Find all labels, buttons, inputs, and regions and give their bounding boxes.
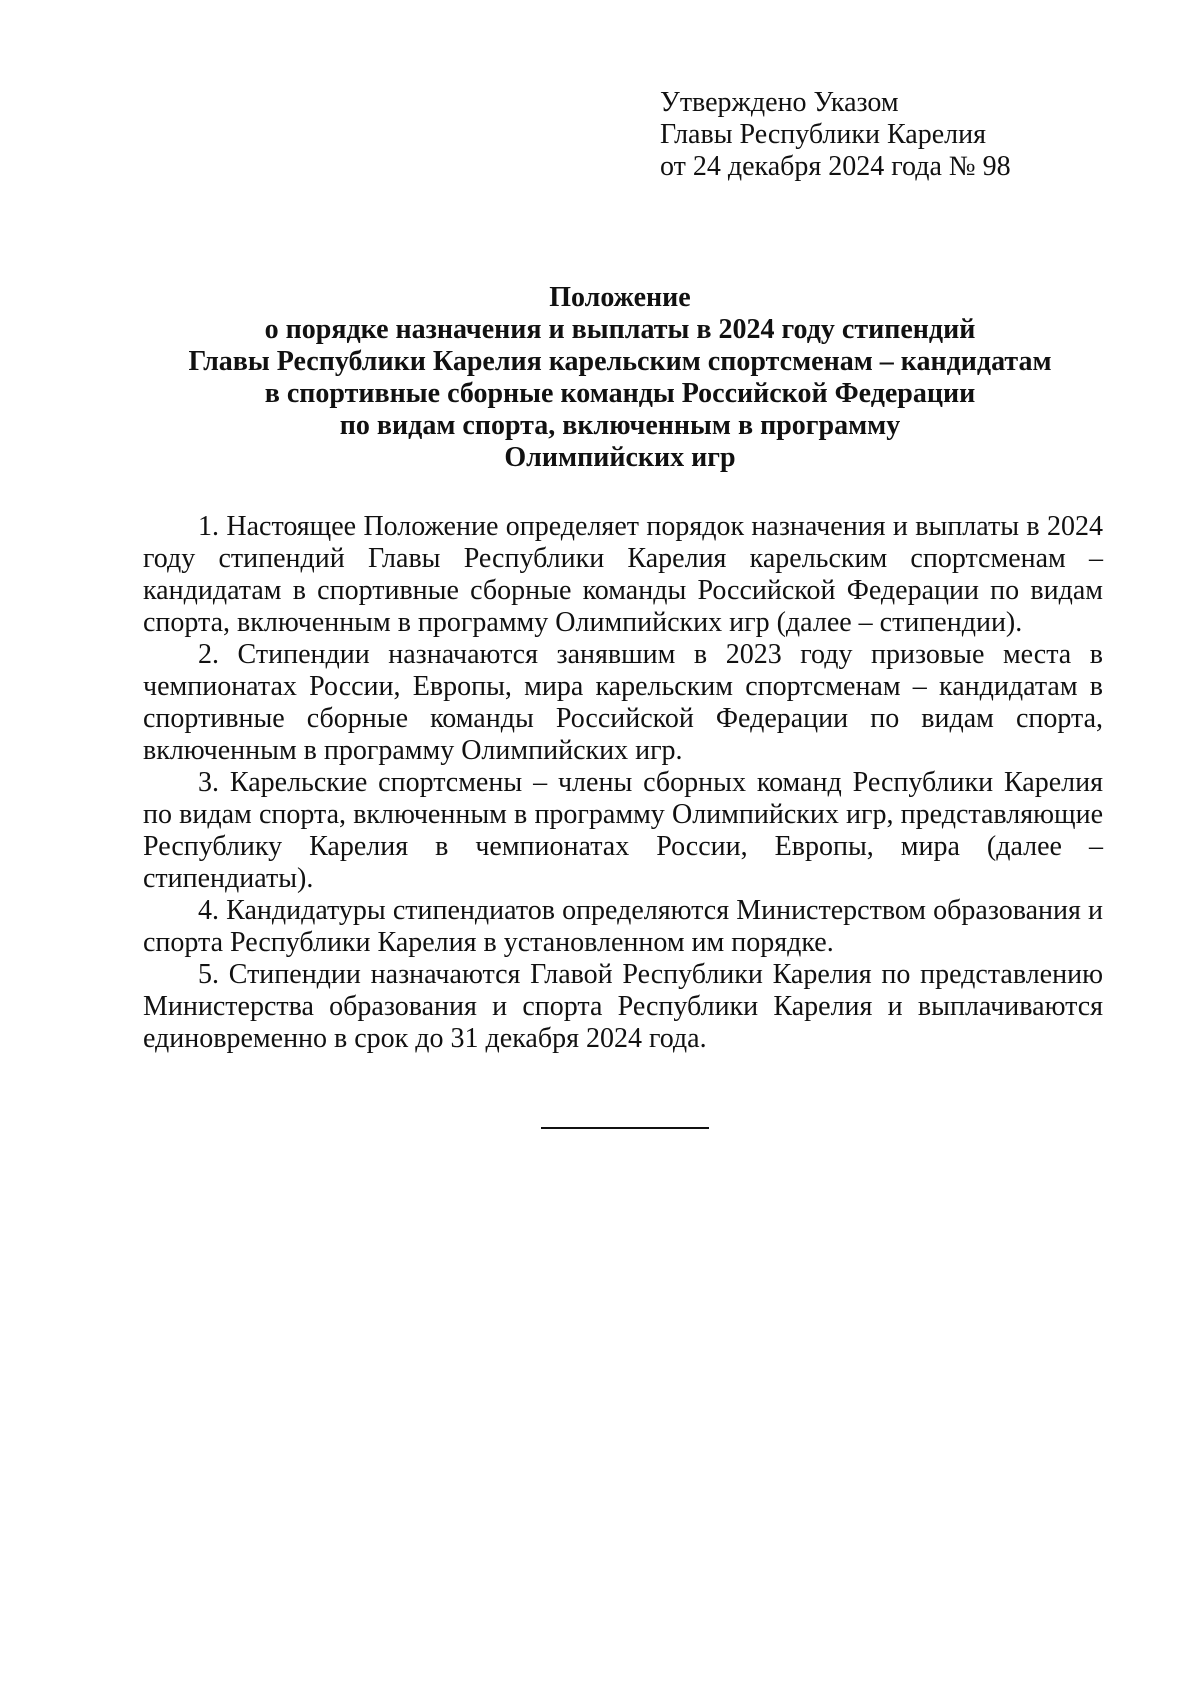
paragraph-3: 3. Карельские спортсмены – члены сборных команд Республики Карелия по видам спорта, включенным в программу Олимпийских игр, представляющие Республику Карелия в чемпионатах России, Европы, мира (далее – стипендиаты). [143, 767, 1103, 894]
paragraph-2: 2. Стипендии назначаются занявшим в 2023 году призовые места в чемпионатах России, Европы, мира карельским спортсменам – кандидатам в спортивные сборные команды Российской Федерации по видам спорта, включенным в программу Олимпийских игр. [143, 639, 1103, 766]
document-title [120, 282, 1120, 474]
title-line: Олимпийских игр [504, 442, 736, 473]
approval-line: Утверждено Указом [660, 87, 899, 118]
approval-line: Главы Республики Карелия [660, 119, 986, 150]
paragraph-5: 5. Стипендии назначаются Главой Республики Карелия по представлению Министерства образования и спорта Республики Карелия и выплачиваются единовременно в срок до 31 декабря 2024 года. [143, 959, 1103, 1054]
approval-stamp [660, 87, 1160, 183]
title-line: в спортивные сборные команды Российской Федерации [264, 378, 976, 409]
title-line: о порядке назначения и выплаты в 2024 году стипендий [264, 314, 976, 345]
document-body [143, 511, 1103, 1055]
title-line: Главы Республики Карелия карельским спортсменам – кандидатам [188, 346, 1052, 377]
paragraph-4: 4. Кандидатуры стипендиатов определяются Министерством образования и спорта Республики Карелия в установленном им порядке. [143, 895, 1103, 958]
title-line: Положение [549, 282, 691, 313]
approval-line: от 24 декабря 2024 года № 98 [660, 151, 1011, 182]
end-separator-line [541, 1127, 709, 1129]
title-line: по видам спорта, включенным в программу [339, 410, 901, 441]
paragraph-1: 1. Настоящее Положение определяет порядок назначения и выплаты в 2024 году стипендий Главы Республики Карелия карельским спортсменам – кандидатам в спортивные сборные команды Российской Федерации по видам спорта, включенным в программу Олимпийских игр (далее – стипендии). [143, 511, 1103, 638]
